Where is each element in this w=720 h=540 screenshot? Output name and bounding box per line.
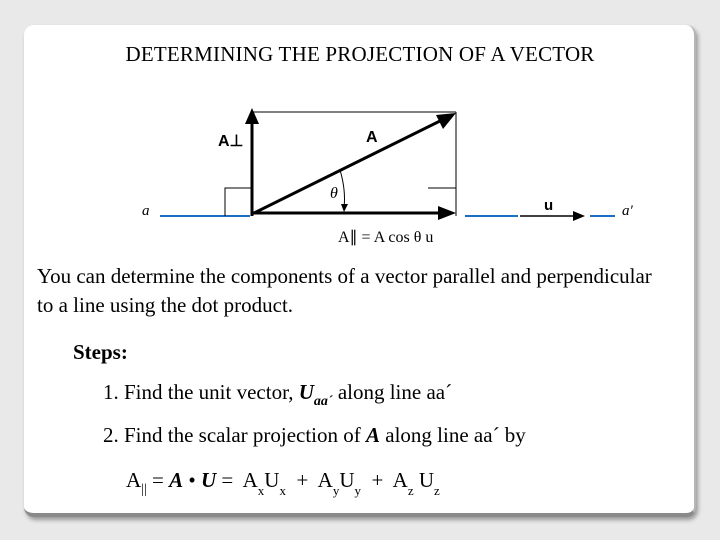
label-a-left: a	[142, 203, 150, 219]
label-theta: θ	[330, 185, 338, 202]
formula-y1: y	[332, 483, 340, 498]
step-1-prefix: 1. Find the unit vector,	[103, 380, 299, 404]
label-u: u	[544, 197, 554, 214]
formula-bold-A: A	[169, 468, 184, 492]
formula-z1: z	[407, 483, 414, 498]
label-a-right: a′	[622, 203, 633, 219]
arrowhead-u	[573, 211, 585, 221]
formula-Uz: U	[413, 468, 435, 492]
angle-arc	[340, 170, 345, 208]
formula-Ay: A	[317, 468, 333, 492]
formula-Az: A	[392, 468, 408, 492]
formula-par-sub: ||	[141, 482, 147, 497]
label-A: A	[366, 129, 378, 146]
formula-x1: x	[257, 483, 265, 498]
angle-arc-arrow	[341, 204, 348, 212]
slide-title: DETERMINING THE PROJECTION OF A VECTOR	[125, 42, 595, 66]
formula-plus2: +	[360, 468, 393, 492]
vector-projection-diagram	[130, 100, 650, 250]
formula-Ux: U	[264, 468, 280, 492]
vector-A	[254, 120, 442, 213]
formula-z2: z	[434, 483, 440, 498]
steps-heading: Steps:	[73, 340, 128, 364]
arrowhead-A	[436, 113, 456, 129]
formula-Ax: A	[242, 468, 258, 492]
label-A-par-formula: A∥ = A cos θ u	[338, 229, 434, 246]
step-2-suffix: along line aa´ by	[380, 423, 526, 447]
arrowhead-A-perp	[245, 108, 259, 124]
step-2	[103, 423, 526, 448]
step-1-suffix: along line aa´	[332, 380, 453, 404]
formula-eq2: =	[216, 468, 243, 492]
step-2-var: A	[366, 423, 381, 447]
step-2-prefix: 2. Find the scalar projection of	[103, 423, 367, 447]
projection-formula	[126, 468, 440, 498]
formula-y2: y	[354, 483, 361, 498]
formula-plus1: +	[285, 468, 318, 492]
intro-paragraph: You can determine the components of a vector parallel and perpendicular to a line using the dot product.	[37, 264, 652, 317]
step-1-var: U	[298, 380, 314, 404]
formula-bold-U: U	[201, 468, 217, 492]
formula-dot: •	[183, 468, 201, 492]
step-1-var-sub: aa´	[313, 394, 333, 409]
arrowhead-A-par	[438, 206, 456, 220]
right-angle-marker-left	[225, 188, 252, 216]
formula-x2: x	[279, 483, 286, 498]
formula-eq1: =	[146, 468, 170, 492]
formula-A: A	[126, 468, 142, 492]
step-1	[103, 380, 453, 409]
label-A-perp: A⊥	[218, 133, 244, 150]
formula-Uy: U	[339, 468, 355, 492]
